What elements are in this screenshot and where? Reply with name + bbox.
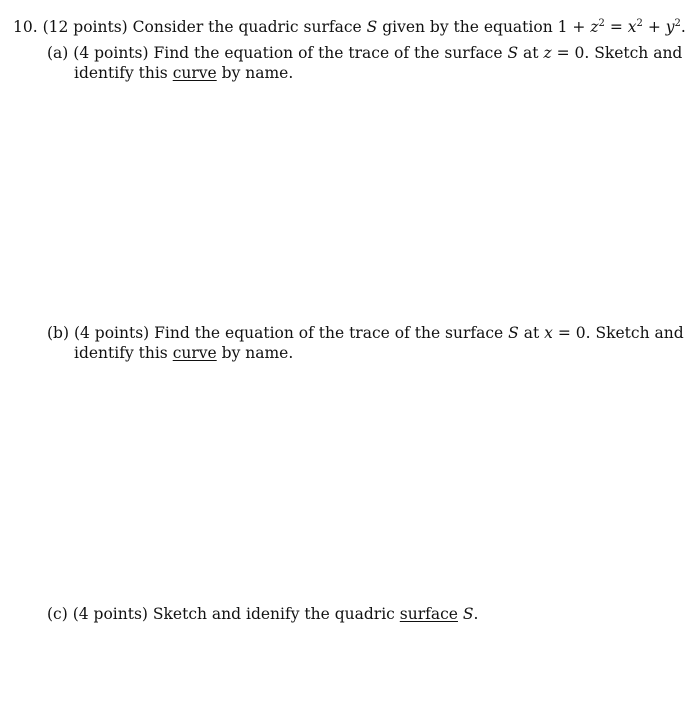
part-b-plane-var: x <box>544 324 553 342</box>
part-b-line2-after: by name. <box>221 344 294 362</box>
part-b-line2-before: identify this <box>74 344 168 362</box>
eq-const: 1 + <box>557 18 586 36</box>
eq-z: z <box>590 18 599 36</box>
part-b-curve-word: curve <box>172 344 217 362</box>
part-a-line2-after: by name. <box>221 64 294 82</box>
eq-x: x <box>627 18 637 36</box>
equation <box>558 18 686 36</box>
eq-end: . <box>680 18 686 36</box>
part-a-plane-eq: = 0. Sketch and <box>556 44 683 62</box>
surface-variable: S <box>366 18 378 36</box>
eq-plus: + <box>647 18 661 36</box>
part-a-text: Find the equation of the trace of the surface <box>153 44 503 62</box>
part-b-surface-var: S <box>508 324 519 342</box>
part-a-points: (4 points) <box>73 44 149 62</box>
problem-statement <box>13 17 686 37</box>
part-a-plane-var: z <box>543 44 552 62</box>
part-c-line-1 <box>47 604 478 624</box>
eq-equals: = <box>609 18 623 36</box>
eq-y-exp: 2 <box>674 18 681 29</box>
part-b-points: (4 points) <box>73 324 150 342</box>
problem-text: Consider the quadric surface <box>132 18 362 36</box>
part-c-surface-word: surface <box>399 605 458 623</box>
part-a-line2-before: identify this <box>74 64 168 82</box>
part-b-label: (b) <box>47 324 70 342</box>
part-a-curve-word: curve <box>172 64 217 82</box>
problem-points: (12 points) <box>42 18 128 36</box>
part-a-at: at <box>523 44 539 62</box>
part-c-points: (4 points) <box>72 605 148 623</box>
part-b-at: at <box>523 324 540 342</box>
problem-number: 10. <box>13 18 38 36</box>
part-b-line-1 <box>47 323 684 343</box>
given-text: given by the equation <box>382 18 553 36</box>
part-c-surface-var: S <box>462 605 474 623</box>
part-a-surface-var: S <box>507 44 519 62</box>
part-a-line-1 <box>47 43 682 63</box>
part-b-line-2 <box>74 343 293 363</box>
part-c-end: . <box>473 605 479 623</box>
eq-x-exp: 2 <box>636 18 643 29</box>
part-b-plane-eq: = 0. Sketch and <box>557 324 684 342</box>
part-c-label: (c) <box>47 605 68 623</box>
part-b-text: Find the equation of the trace of the surface <box>154 324 504 342</box>
eq-z-exp: 2 <box>598 18 605 29</box>
part-c-text: Sketch and idenify the quadric <box>152 605 395 623</box>
eq-y: y <box>665 18 675 36</box>
part-a-label: (a) <box>47 44 69 62</box>
part-a-line-2 <box>74 63 293 83</box>
